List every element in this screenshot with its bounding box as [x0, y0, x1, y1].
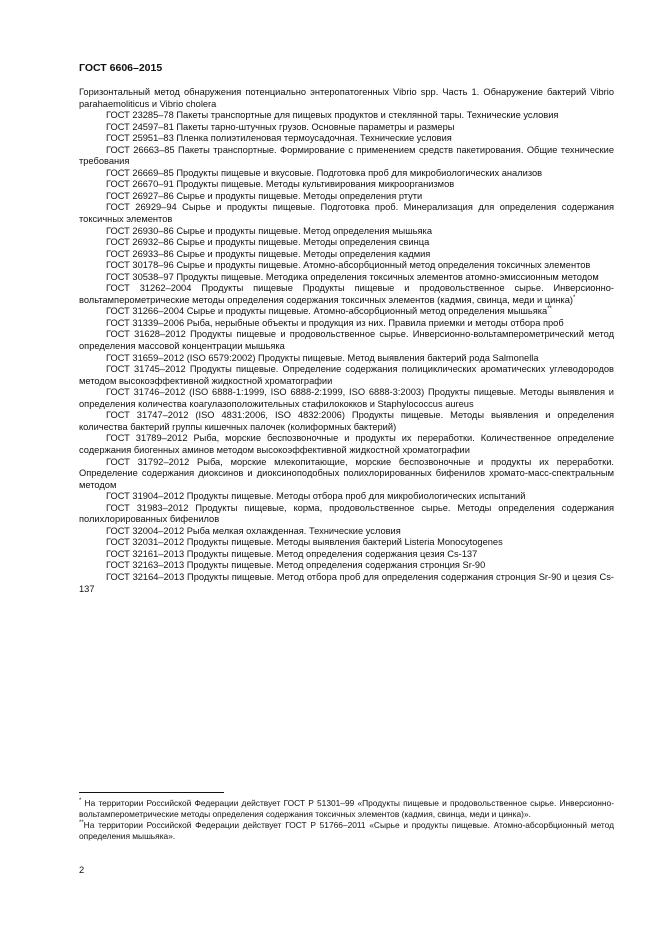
page-header-doc-id: ГОСТ 6606–2015: [79, 62, 163, 74]
reference-item: ГОСТ 31747–2012 (ISO 4831:2006, ISO 4832:2006) Продукты пищевые. Методы выявления и определения количества бактерий группы кишечных палочек (колиформных бактерий): [79, 410, 614, 432]
footnote-item: * На территории Российской Федерации действует ГОСТ Р 51301–99 «Продукты пищевые и продовольственное сырье. Инверсионно-вольтамперометрические методы определения содержания токсичных элементов (кадмия, свинца, меди и цинка)».: [79, 798, 615, 819]
reference-item: ГОСТ 26932–86 Сырье и продукты пищевые. Методы определения свинца: [106, 237, 430, 248]
footnote-item: **На территории Российской Федерации действует ГОСТ Р 51766–2011 «Сырье и продукты пищевые. Атомно-абсорбционный метод определения мышьяка».: [79, 820, 614, 841]
reference-item: ГОСТ 32161–2013 Продукты пищевые. Метод определения содержания цезия Cs-137: [106, 548, 478, 559]
reference-item: ГОСТ 31745–2012 Продукты пищевые. Определение содержания полициклических ароматических углеводородов методом высокоэффективной жидкостной хроматографии: [79, 364, 614, 386]
normative-references-list: [79, 87, 614, 595]
reference-item: ГОСТ 23285–78 Пакеты транспортные для пищевых продуктов и стеклянной тары. Технические условия: [106, 110, 559, 121]
reference-item: ГОСТ 31789–2012 Рыба, морские беспозвоночные и продукты их переработки. Количественное определение содержания биогенных аминов методом высокоэффективной жидкостной хроматографии: [79, 433, 614, 455]
reference-item: ГОСТ 30178–96 Сырье и продукты пищевые. Атомно-абсорбционный метод определения токсичных элементов: [106, 260, 591, 271]
reference-item: ГОСТ 31904–2012 Продукты пищевые. Методы отбора проб для микробиологических испытаний: [106, 491, 526, 502]
footnote-marker: *: [79, 798, 82, 805]
reference-item: ГОСТ 26929–94 Сырье и продукты пищевые. Подготовка проб. Минерализация для определения содержания токсичных элементов: [79, 202, 614, 225]
reference-item: ГОСТ 26669–85 Продукты пищевые и вкусовые. Подготовка проб для микробиологических анализов: [106, 167, 543, 178]
reference-item: Горизонтальный метод обнаружения потенциально энтеропатогенных Vibrio spp. Часть 1. Обнаружение бактерий Vibrio parahaemoliticus и Vibrio cholera: [79, 87, 614, 109]
page-number: 2: [79, 865, 85, 875]
reference-item: ГОСТ 31792–2012 Рыба, морские млекопитающие, морские беспозвоночные и продукты их переработки. Определение содержания диоксинов и диоксиноподобных полихлорированных бифенилов хромато-масс-спектральным методом: [79, 456, 614, 490]
footnote-separator: [79, 792, 224, 793]
reference-item: ГОСТ 31628–2012 Продукты пищевые и продовольственное сырье. Инверсионно-вольтамперометрический метод определения массовой концентрации мышьяка: [79, 329, 614, 352]
reference-item: ГОСТ 26930–86 Сырье и продукты пищевые. Метод определения мышьяка: [106, 225, 432, 236]
reference-item: ГОСТ 31746–2012 (ISO 6888-1:1999, ISO 6888-2:1999, ISO 6888-3:2003) Продукты пищевые. Методы выявления и определения количества коагулазоположительных стафилококков и Staphylococcus aureus: [79, 387, 614, 409]
reference-item: ГОСТ 30538–97 Продукты пищевые. Методика определения токсичных элементов атомно-эмиссионным методом: [106, 271, 599, 282]
reference-item: ГОСТ 31659–2012 (ISO 6579:2002) Продукты пищевые. Метод выявления бактерий рода Salmonella: [106, 352, 539, 363]
reference-item: ГОСТ 31266–2004 Сырье и продукты пищевые. Атомно-абсорбционный метод определения мышьяка**: [106, 306, 552, 317]
footnote-marker: **: [547, 306, 552, 313]
reference-item: ГОСТ 31983–2012 Продукты пищевые, корма, продовольственное сырье. Методы определения содержания полихлорированных бифенилов: [79, 502, 614, 525]
reference-item: ГОСТ 31262–2004 Продукты пищевые Продукты пищевые и продовольственное сырье. Инверсионно-вольтамперометрические методы определения содержания токсичных элементов (кадмия, свинца, меди и цинка)*: [79, 283, 614, 305]
reference-item: ГОСТ 26933–86 Сырье и продукты пищевые. Методы определения кадмия: [106, 248, 431, 259]
reference-item: ГОСТ 31339–2006 Рыба, нерыбные объекты и продукция из них. Правила приемки и методы отбора проб: [106, 317, 564, 328]
footnote-marker: **: [79, 820, 84, 827]
reference-item: ГОСТ 32163–2013 Продукты пищевые. Метод определения содержания стронция Sr-90: [106, 560, 486, 571]
reference-item: ГОСТ 32031–2012 Продукты пищевые. Методы выявления бактерий Listeria Monocytogenes: [106, 537, 503, 548]
reference-item: ГОСТ 32004–2012 Рыба мелкая охлажденная. Технические условия: [106, 525, 401, 536]
reference-item: ГОСТ 25951–83 Пленка полиэтиленовая термоусадочная. Технические условия: [106, 133, 452, 144]
reference-item: ГОСТ 24597–81 Пакеты тарно-штучных грузов. Основные параметры и размеры: [106, 121, 455, 132]
reference-item: ГОСТ 32164–2013 Продукты пищевые. Метод отбора проб для определения содержания стронция Sr-90 и цезия Cs-137: [79, 571, 614, 594]
footnotes: [79, 798, 614, 842]
reference-item: ГОСТ 26927–86 Сырье и продукты пищевые. Методы определения ртути: [106, 190, 423, 201]
footnote-marker: *: [572, 294, 576, 301]
reference-item: ГОСТ 26670–91 Продукты пищевые. Методы культивирования микроорганизмов: [106, 179, 455, 190]
reference-item: ГОСТ 26663–85 Пакеты транспортные. Формирование с применением средств пакетирования. Общие технические требования: [79, 144, 614, 167]
